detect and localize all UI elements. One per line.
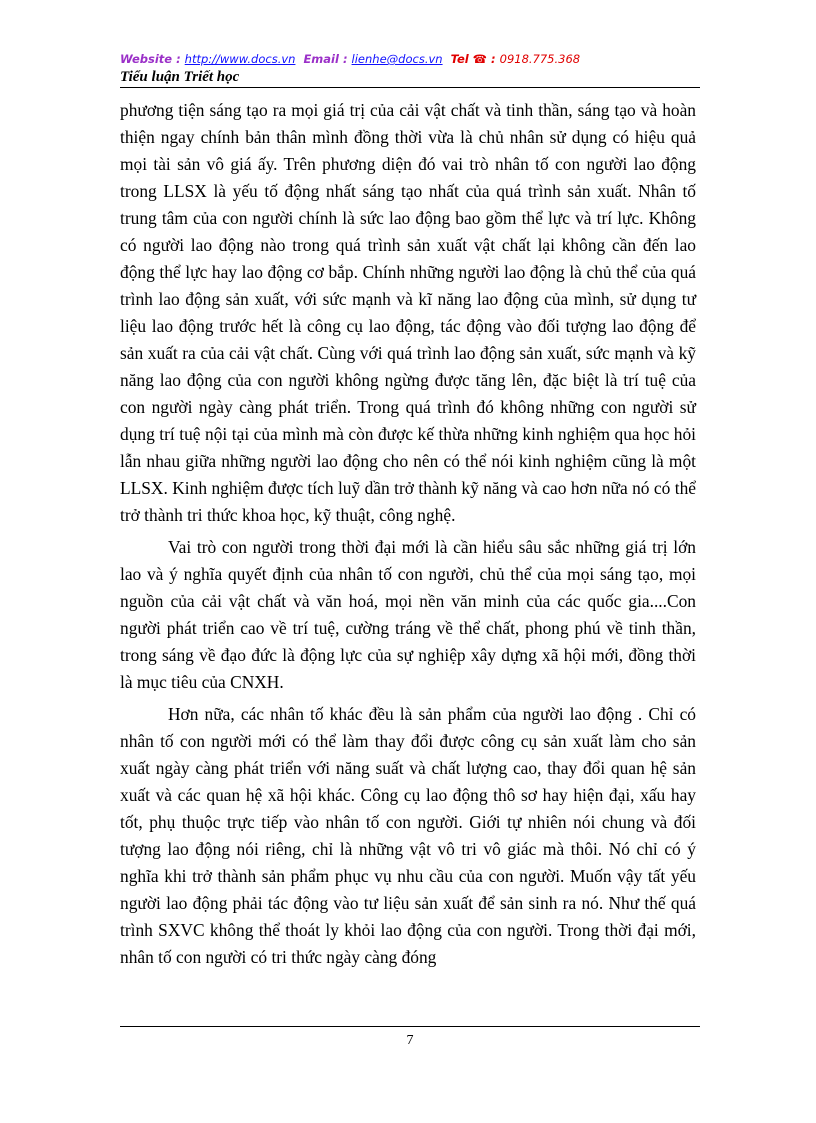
page-header [120,50,700,88]
website-label: Website : [120,52,185,66]
tel-value: 0918.775.368 [499,52,581,66]
document-category: Tiểu luận Triết học [120,68,700,88]
contact-line [120,50,700,68]
website-link[interactable]: http://www.docs.vn [184,52,296,66]
page-footer [120,1026,700,1049]
paragraph-3: Hơn nữa, các nhân tố khác đều là sản phẩm của người lao động . Chỉ có nhân tố con người mới có thể làm thay đổi được công cụ sản xuất làm cho sản xuất ngày càng phát triển với năng suất và chất lượng cao, thay đổi quan hệ sản xuất và các quan hệ xã hội khác. Công cụ lao động thô sơ hay hiện đại, xấu hay tốt, phụ thuộc trực tiếp vào nhân tố con người. Giới tự nhiên nói chung và đối tượng lao động nói riêng, chỉ là những vật vô tri vô giác mà thôi. Nó chỉ có ý nghĩa khi trở thành sản phẩm phục vụ nhu cầu của con người. Muốn vậy tất yếu người lao động phải tác động vào tư liệu sản xuất để sản sinh ra nó. Như thế quá trình SXVC không thể thoát ly khỏi lao động của con người. Trong thời đại mới, nhân tố con người có tri thức ngày càng đóng [120,704,696,967]
email-label: Email : [303,52,352,66]
page-number: 7 [406,1033,414,1048]
email-link[interactable]: lienhe@docs.vn [351,52,443,66]
tel-label: Tel ☎ : [450,52,500,66]
paragraph-1: phương tiện sáng tạo ra mọi giá trị của cải vật chất và tinh thần, sáng tạo và hoàn thiện ngay chính bản thân mình đồng thời vừa là chủ nhân sử dụng có hiệu quả mọi tài sản vô giá ấy. Trên phương diện đó vai trò nhân tố con người lao động trong LLSX là yếu tố động nhất sáng tạo nhất của quá trình sản xuất. Nhân tố trung tâm của con người chính là sức lao động bao gồm thể lực và trí lực. Không có người lao động nào trong quá trình sản xuất vật chất lại không cần đến lao động thể lực hay lao động cơ bắp. Chính những người lao động là chủ thể của quá trình lao động sản xuất, với sức mạnh và kĩ năng lao động của mình, sử dụng tư liệu lao động trước hết là công cụ lao động, tác động vào đối tượng lao động để sản xuất ra của cải vật chất. Cùng với quá trình lao động sản xuất, sức mạnh và kỹ năng lao động của con người không ngừng được tăng lên, đặc biệt là trí tuệ của con người ngày càng phát triển. Trong quá trình đó không những con người sử dụng trí tuệ nội tại của mình mà còn được kế thừa những kinh nghiệm qua học hỏi lẫn nhau giữa những người lao động cho nên có thể nói kinh nghiệm cũng là một LLSX. Kinh nghiệm được tích luỹ dần trở thành kỹ năng và cao hơn nữa nó có thể trở thành tri thức khoa học, kỹ thuật, công nghệ. [120,100,696,525]
paragraph-2: Vai trò con người trong thời đại mới là cần hiểu sâu sắc những giá trị lớn lao và ý nghĩa quyết định của nhân tố con người, chủ thể của mọi sáng tạo, mọi nguồn của cải vật chất và văn hoá, mọi nền văn minh của các quốc gia....Con người phát triển cao về trí tuệ, cường tráng về thể chất, phong phú về tinh thần, trong sáng về đạo đức là động lực của sự nghiệp xây dựng xã hội mới, đồng thời là mục tiêu của CNXH. [120,537,696,692]
document-body [120,97,696,971]
